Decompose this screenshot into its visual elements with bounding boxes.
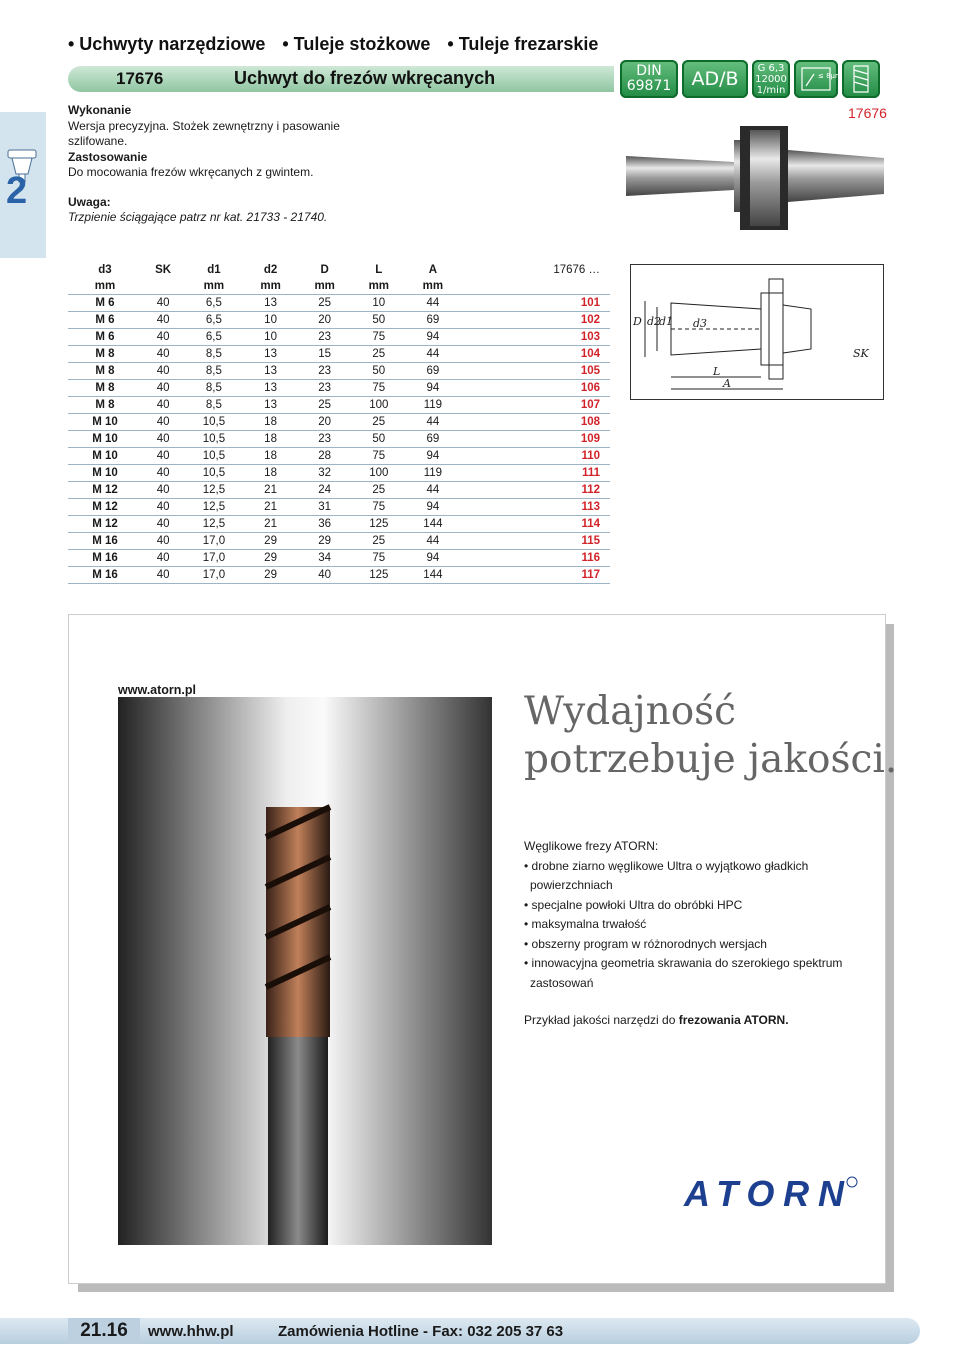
table-cell: 75: [352, 550, 406, 567]
article-number-cell: 108: [460, 414, 610, 431]
table-cell: 31: [298, 499, 352, 516]
table-cell: M 12: [68, 516, 142, 533]
table-cell: 75: [352, 380, 406, 397]
table-row: [68, 363, 610, 380]
table-cell: 44: [406, 414, 460, 431]
table-cell: 75: [352, 499, 406, 516]
table-cell: 25: [352, 414, 406, 431]
col-header-d1: d1: [207, 264, 221, 276]
application-heading: Zastosowanie: [68, 149, 148, 164]
table-cell: M 16: [68, 533, 142, 550]
unit-cell: mm: [260, 280, 281, 292]
table-cell: 50: [352, 431, 406, 448]
end-mill-photo: [118, 697, 492, 1245]
table-cell: M 8: [68, 380, 142, 397]
table-cell: 13: [244, 380, 298, 397]
table-cell: 6,5: [184, 329, 243, 346]
dim-label-A: A: [723, 377, 731, 390]
breadcrumb-item: • Uchwyty narzędziowe: [68, 34, 266, 54]
table-cell: 20: [298, 312, 352, 329]
table-cell: 40: [142, 516, 184, 533]
table-cell: 40: [142, 397, 184, 414]
table-cell: M 6: [68, 312, 142, 329]
table-cell: 40: [142, 533, 184, 550]
table-cell: 50: [352, 312, 406, 329]
table-row: [68, 448, 610, 465]
table-cell: 29: [298, 533, 352, 550]
table-row: [68, 499, 610, 516]
table-cell: 12,5: [184, 482, 243, 499]
table-cell: 44: [406, 533, 460, 550]
table-cell: 12,5: [184, 499, 243, 516]
table-cell: 23: [298, 431, 352, 448]
article-number-cell: 115: [460, 533, 610, 550]
table-cell: 40: [142, 363, 184, 380]
dim-label-D: D: [633, 315, 642, 328]
article-number-cell: 117: [460, 567, 610, 584]
execution-text: Wersja precyzyjna. Stożek zewnętrzny i pasowanie szlifowane.: [68, 118, 340, 148]
product-photo: [622, 122, 892, 234]
table-cell: 40: [142, 567, 184, 584]
table-cell: 8,5: [184, 380, 243, 397]
table-cell: 24: [298, 482, 352, 499]
table-cell: 94: [406, 499, 460, 516]
table-cell: M 6: [68, 295, 142, 312]
table-cell: 40: [142, 295, 184, 312]
din-number: 69871: [626, 78, 672, 94]
col-header-d2: d2: [263, 264, 278, 276]
table-cell: 75: [352, 329, 406, 346]
dim-label-L: L: [713, 365, 721, 378]
article-number-cell: 114: [460, 516, 610, 533]
article-number-cell: 112: [460, 482, 610, 499]
table-cell: 13: [244, 346, 298, 363]
table-cell: 94: [406, 380, 460, 397]
table-cell: 10,5: [184, 448, 243, 465]
table-cell: 29: [244, 550, 298, 567]
table-cell: M 16: [68, 550, 142, 567]
product-code: 17676: [116, 69, 164, 88]
table-cell: 10,5: [184, 431, 243, 448]
article-number-cell: 116: [460, 550, 610, 567]
table-row: [68, 465, 610, 482]
table-cell: 125: [352, 567, 406, 584]
ad-feature-item: • maksymalna trwałość: [524, 915, 844, 935]
unit-cell: mm: [94, 280, 116, 292]
table-cell: 32: [298, 465, 352, 482]
article-number-cell: 102: [460, 312, 610, 329]
table-cell: 94: [406, 550, 460, 567]
col-header-a: A: [428, 264, 438, 276]
table-cell: 40: [142, 448, 184, 465]
table-cell: 17,0: [184, 567, 243, 584]
table-cell: 94: [406, 448, 460, 465]
dim-label-d2: d2: [647, 315, 662, 328]
ad-footer-pre: Przykład jakości narzędzi do: [524, 1013, 679, 1027]
balance-unit: 1/min: [756, 85, 786, 96]
balance-badge: [752, 60, 790, 98]
table-cell: 8,5: [184, 363, 243, 380]
breadcrumb-item: • Tuleje stożkowe: [282, 34, 431, 54]
table-cell: 21: [244, 516, 298, 533]
product-title-bar: [68, 66, 614, 92]
ad-feature-item: • innowacyjna geometria skrawania do szerokiego spektrum zastosowań: [524, 954, 844, 993]
table-cell: 23: [298, 329, 352, 346]
product-description: [68, 103, 368, 226]
table-cell: 125: [352, 516, 406, 533]
table-cell: 13: [244, 295, 298, 312]
table-cell: 25: [298, 397, 352, 414]
table-cell: 23: [298, 380, 352, 397]
footer-url-link[interactable]: www.hhw.pl: [148, 1323, 234, 1340]
table-cell: 119: [406, 465, 460, 482]
table-cell: 144: [406, 516, 460, 533]
din-badge: [620, 60, 678, 98]
table-cell: M 10: [68, 431, 142, 448]
col-header-l: L: [375, 264, 383, 276]
table-cell: 40: [142, 465, 184, 482]
holder-dimension-drawing: [631, 265, 883, 399]
table-cell: 18: [244, 431, 298, 448]
breadcrumb: [68, 34, 610, 55]
application-text: Do mocowania frezów wkręcanych z gwintem.: [68, 165, 314, 179]
unit-cell: mm: [368, 280, 390, 292]
table-cell: 25: [352, 533, 406, 550]
units-row: [68, 278, 610, 295]
article-number-cell: 103: [460, 329, 610, 346]
table-cell: 13: [244, 397, 298, 414]
table-cell: 69: [406, 363, 460, 380]
table-cell: 44: [406, 346, 460, 363]
spec-table: [68, 262, 610, 584]
runout-badge: [794, 60, 842, 98]
unit-cell: [460, 278, 610, 295]
runout-tolerance: ≤ 8µm: [818, 72, 842, 80]
dim-label-SK: SK: [853, 347, 869, 360]
table-cell: 40: [142, 346, 184, 363]
ad-headline-line1: Wydajność: [524, 689, 737, 734]
col-header-d: D: [320, 264, 329, 276]
table-cell: 144: [406, 567, 460, 584]
ad-feature-item: • obszerny program w różnorodnych wersjach: [524, 935, 844, 955]
table-cell: 10: [244, 329, 298, 346]
page-number: 21.16: [68, 1318, 140, 1344]
table-cell: 40: [142, 380, 184, 397]
table-cell: 69: [406, 431, 460, 448]
unit-cell: mm: [203, 280, 225, 292]
table-cell: 25: [352, 346, 406, 363]
ad-feature-list: [524, 857, 844, 994]
table-cell: 6,5: [184, 312, 243, 329]
table-row: [68, 550, 610, 567]
thread-badge: [842, 60, 880, 98]
runout-icon: [794, 60, 842, 98]
table-cell: 119: [406, 397, 460, 414]
unit-cell: [142, 278, 184, 295]
table-cell: 75: [352, 448, 406, 465]
table-cell: 34: [298, 550, 352, 567]
table-row: [68, 482, 610, 499]
dim-label-d1: d1: [659, 315, 674, 328]
adb-badge: AD/B: [682, 60, 748, 98]
product-name: Uchwyt do frezów wkręcanych: [234, 68, 496, 88]
article-number-cell: 109: [460, 431, 610, 448]
article-number-cell: 111: [460, 465, 610, 482]
table-cell: 8,5: [184, 397, 243, 414]
breadcrumb-item: • Tuleje frezarskie: [447, 34, 599, 54]
col-header-d3: d3: [98, 264, 112, 276]
table-cell: 18: [244, 414, 298, 431]
table-row: [68, 533, 610, 550]
ad-headline-line2: potrzebuje jakości.: [524, 737, 898, 782]
table-cell: 10,5: [184, 414, 243, 431]
balance-rpm: 12000: [755, 74, 787, 85]
table-cell: 28: [298, 448, 352, 465]
table-cell: 15: [298, 346, 352, 363]
table-cell: M 16: [68, 567, 142, 584]
article-number-cell: 113: [460, 499, 610, 516]
table-cell: M 10: [68, 448, 142, 465]
note-text: Trzpienie ściągające patrz nr kat. 21733 - 21740.: [68, 210, 328, 224]
article-number-cell: 106: [460, 380, 610, 397]
hotline-text: Zamówienia Hotline - Fax: 032 205 37 63: [278, 1323, 564, 1340]
table-row: [68, 346, 610, 363]
table-cell: 40: [142, 312, 184, 329]
table-cell: 40: [142, 482, 184, 499]
table-cell: 18: [244, 448, 298, 465]
product-code-label: 17676: [848, 105, 887, 121]
ad-footer-text: [524, 1011, 844, 1031]
table-cell: M 8: [68, 397, 142, 414]
chapter-number: 2: [6, 170, 28, 212]
table-row: [68, 516, 610, 533]
din-label: DIN: [636, 63, 662, 79]
table-cell: 36: [298, 516, 352, 533]
table-row: [68, 380, 610, 397]
spec-table-body: [68, 278, 610, 584]
table-cell: 6,5: [184, 295, 243, 312]
table-cell: 40: [142, 499, 184, 516]
article-number-cell: 101: [460, 295, 610, 312]
table-cell: 40: [142, 431, 184, 448]
atorn-logo-text: ATORN: [684, 1173, 844, 1214]
dim-label-d3: d3: [693, 317, 708, 330]
table-cell: 17,0: [184, 550, 243, 567]
table-row: [68, 567, 610, 584]
table-row: [68, 431, 610, 448]
table-row: [68, 414, 610, 431]
table-cell: M 12: [68, 499, 142, 516]
table-cell: 69: [406, 312, 460, 329]
table-cell: 21: [244, 482, 298, 499]
table-row: [68, 329, 610, 346]
table-cell: 40: [142, 329, 184, 346]
table-cell: 17,0: [184, 533, 243, 550]
table-cell: M 8: [68, 363, 142, 380]
col-header-sk: SK: [155, 264, 172, 276]
table-row: [68, 397, 610, 414]
balance-grade: G 6,3: [757, 63, 785, 74]
ad-body: [524, 837, 844, 1031]
article-number-cell: 107: [460, 397, 610, 414]
table-cell: 44: [406, 295, 460, 312]
atorn-logo: [684, 1174, 860, 1212]
ad-footer-bold: frezowania ATORN.: [678, 1013, 789, 1027]
table-cell: 23: [298, 363, 352, 380]
table-row: [68, 295, 610, 312]
table-cell: 50: [352, 363, 406, 380]
table-cell: 40: [142, 414, 184, 431]
execution-heading: Wykonanie: [68, 103, 132, 117]
ad-url-link[interactable]: www.atorn.pl: [118, 683, 197, 697]
end-mill-image: [118, 697, 492, 1245]
table-cell: 18: [244, 465, 298, 482]
table-cell: 29: [244, 567, 298, 584]
table-cell: 10: [244, 312, 298, 329]
table-cell: 29: [244, 533, 298, 550]
table-cell: 8,5: [184, 346, 243, 363]
table-cell: 20: [298, 414, 352, 431]
table-cell: 44: [406, 482, 460, 499]
table-cell: 12,5: [184, 516, 243, 533]
article-number-cell: 105: [460, 363, 610, 380]
article-number-cell: 110: [460, 448, 610, 465]
table-cell: 21: [244, 499, 298, 516]
unit-cell: mm: [314, 280, 335, 292]
table-cell: 94: [406, 329, 460, 346]
table-cell: M 8: [68, 346, 142, 363]
table-cell: 25: [352, 482, 406, 499]
table-cell: 13: [244, 363, 298, 380]
col-header-article: 17676 …: [553, 264, 600, 276]
table-row: [68, 312, 610, 329]
table-cell: 10: [352, 295, 406, 312]
ad-feature-item: • drobne ziarno węglikowe Ultra o wyjątkowo gładkich powierzchniach: [524, 857, 844, 896]
note-heading: Uwaga:: [68, 194, 111, 209]
table-cell: M 6: [68, 329, 142, 346]
table-cell: 10,5: [184, 465, 243, 482]
table-cell: 100: [352, 465, 406, 482]
ad-headline: [524, 688, 897, 784]
ad-feature-item: • specjalne powłoki Ultra do obróbki HPC: [524, 896, 844, 916]
ad-intro: Węglikowe frezy ATORN:: [524, 839, 659, 853]
table-cell: M 10: [68, 465, 142, 482]
table-cell: 40: [142, 550, 184, 567]
technical-drawing: [630, 264, 884, 400]
atorn-logo-mark: [684, 1174, 860, 1212]
table-cell: 40: [298, 567, 352, 584]
table-cell: 25: [298, 295, 352, 312]
article-number-cell: 104: [460, 346, 610, 363]
thread-icon: [842, 60, 880, 98]
table-cell: M 12: [68, 482, 142, 499]
table-cell: 100: [352, 397, 406, 414]
table-cell: M 10: [68, 414, 142, 431]
unit-cell: mm: [422, 280, 444, 292]
